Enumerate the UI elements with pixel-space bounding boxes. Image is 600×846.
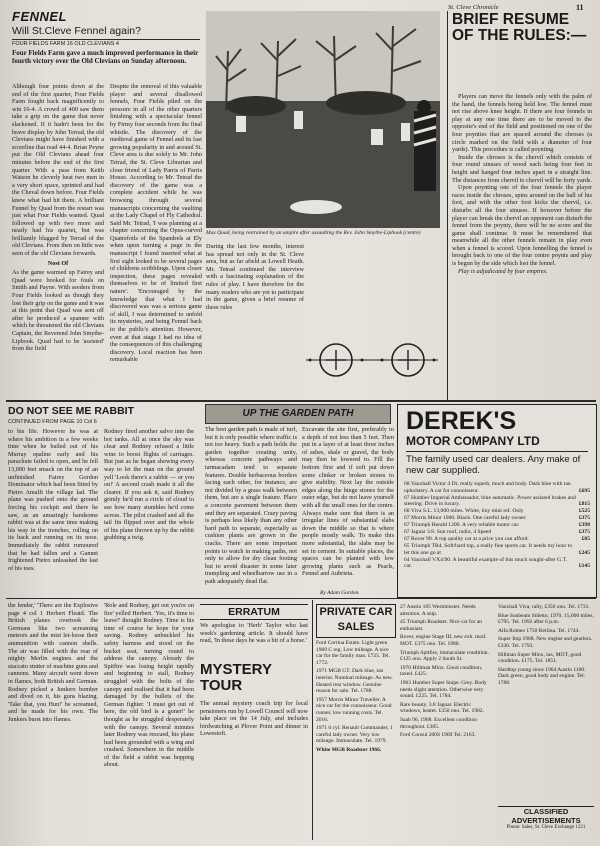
- fennel-subhead: Nost Of: [47, 259, 69, 267]
- fennel-standfirst: Four Fields Farm gave a much improved performance in their fourth victory over the Old Clevians on Sunday afternoon.: [12, 49, 199, 66]
- private-ad: 27 Austin 105 Westminster. Needs attention. A snip.: [400, 604, 476, 617]
- private-ad: 1970 Hillman Minx. Good condition, taxed. £425.: [400, 664, 483, 678]
- dereks-ad-text: 67 Rover 90. A top quality car at a price you can afford.: [404, 536, 529, 542]
- rules-text: [452, 93, 592, 398]
- dereks-advert: [397, 404, 597, 598]
- dereks-ad-row: [404, 495, 590, 508]
- classified-footer: [498, 806, 594, 832]
- private-ad: Ford Cortina Estate. Light green 1969 C reg. Low mileage. A nice car for the family man. £725. Tel. 1772.: [316, 640, 390, 666]
- mystery-title: MYSTERY TOUR: [200, 661, 272, 694]
- rules-paragraph: Play is adjudicated by four empires.: [458, 267, 548, 275]
- private-sales-column-3: [498, 604, 594, 804]
- dereks-ad-text: 67 Humber Imperial Ambassador, blue automatic. Power assisted brakes and steering. Drive in luxury.: [404, 494, 576, 507]
- chroses-diagram-svg: [304, 330, 440, 390]
- dereks-ad-row: [404, 508, 590, 515]
- war-story-column-1: the fender,' 'There are the Explosive page 4 col 1 Herbert Fleatd. The British planes overtook the Germans like two screaming meteors and the mist let-loose their ammunition with cannon shells. The air was filled with the roar of mighty Merlin engines and the staccato stutter of machine guns and cannons. Many aircraft went down in flames, both British and German. Rodney picked a Junkers bomber and dived on it, his guns blazing. 'Take that, you Hun!' he screamed, and he made for his own. The Junkers burst into flames.: [8, 602, 98, 723]
- fennel-headline: Will St.Cleve Fennel again?: [12, 25, 141, 37]
- rabbit-continued: CONTINUED FROM PAGE 10 Col 6: [8, 419, 97, 425]
- dereks-ad-price: £695: [578, 487, 590, 494]
- dereks-ad-text: 67 Triumph Herald 1200. A very reliable motor car.: [404, 522, 520, 528]
- private-sales-column-1: [316, 640, 396, 840]
- private-ad: Blue Sunbeam Stiletto, 1970. 15,000 miles, £795. Tel. 1992 after 6 p.m.: [498, 612, 594, 626]
- private-ad: 1963 Humber Super Snipe. Grey. Body needs slight attention. Otherwise very sound. £225. Tel. 1784.: [400, 679, 487, 700]
- private-ad: Saab 96, 1968. Excellent condition throughout. £385.: [400, 716, 477, 730]
- dereks-ad-price: £245: [578, 549, 590, 556]
- folio-paper-name: St. Cleve Chronicle: [448, 4, 499, 11]
- private-ad: Hillman Super Minx, tax, MOT, good condition. £175. Tel. 1851.: [498, 651, 582, 665]
- private-ad: Triumph Spitfire, immaculate condition. £125 ono. Apply 2 South St.: [400, 649, 489, 663]
- photo-caption: Max Quad, being restrained by an umpire after assaulting the Rev. John Smythe-Lipbook (centre): [206, 230, 421, 236]
- dereks-ad-row: [404, 481, 590, 494]
- dereks-ad-row: [404, 536, 590, 543]
- rules-title: BRIEF RESUME OF THE RULES:—: [452, 11, 587, 44]
- fennel-byline: FOUR FIELDS FARM 16 OLD CLEVIANS 4: [12, 41, 119, 47]
- private-ad: 45 Triumph Roadster. Nice car for an enthusiast.: [400, 619, 483, 632]
- dereks-ad-price: £398: [578, 522, 590, 528]
- match-photo-illustration: [206, 11, 440, 228]
- dereks-ad-text: 65 Triumph TR4. Soft/hard top, a really fine sports car. It needs my hour to let this one go at: [404, 543, 573, 556]
- private-ad: Rover, engine Stage III, new exh. mod. MOT. £375 ono. Tel. 1980.: [400, 634, 487, 647]
- erratum-box: [200, 604, 308, 620]
- dereks-list: [404, 481, 590, 570]
- dereks-ad-price: £815: [578, 501, 590, 507]
- match-photo: [206, 11, 440, 228]
- folio-page-number: 11: [576, 3, 584, 12]
- dereks-ad-price: £145: [578, 563, 590, 569]
- erratum-title: ERRATUM: [228, 606, 280, 618]
- dereks-ad-price: £375: [578, 529, 590, 535]
- dereks-slogan: The family used car dealers. Any make of new car supplied.: [406, 454, 581, 476]
- fennel-column-1-text: Although four points down at the end of the first quarter, Four Fields Farm fought back magnificently to win 16-4. A crowd of 400 saw them take a grip on the game that never slackened. If it hadn't been for the brave display by John Terrad, the old Clevians might have finished with a scoreline that read 44-4. Brian Peyne put the Old Clevians ahead four minutes before the end of the first quarter. With a pass from Keith Watson he cleverly beat two men in a very short space, sprinted and had the Cheval down before. Four Fields knew what had hit them. A brilliant Fennel by Quad from the restart was just what Four Fields wanted. Quad followed up with two more and nearly had his quartet, but was brilliantly blagged by Terrad of the old Clevians. From then on little was seen of the old Clevians forwards.: [12, 83, 104, 258]
- classified-subtitle: Phone: Sales, St. Cleve Exchange 1221: [506, 825, 586, 830]
- private-ad: Ford Consul 200S 1969 Tel. 2163.: [400, 732, 476, 739]
- garden-column-2: Excavate the site first, preferably to a depth of not less than 5 feet. Then put in a layer of at least three inches of ashes, shale or gravel, the body may then be lowered to. Fill the bottom first and if soft put down some clinker or broken stones to give stability. Next lay the outside edges along the hinge stones for the outer edge, but do not leave yourself with all the small ones for the centre. Always make sure that there is an irregular lines of substantial slabs down the middle so that is where people mostly walk. To make this more substantial, the slabs may be set in cement. In suitable places, the spaces can be planted with low growing plants such as Pearls, Fennel and Aubrieta.: [302, 426, 394, 578]
- garden-column-1: The best garden path is made of turf, but it is only possible where traffic is not too heavy. Such a path holds the garden together creating unity, whereas concrete pathways and tarmacadam tend to separate features. Double herbaceous borders facing each other, for instance, are not divided by a grass walk between them, but are a single feature. Place a concrete pavement between them and they are separated. Crazy paving is perhaps less likely than any other hard path to separate, especially as cushion plants are grown in the cracks. There are some important points to watch in making paths, not only to allow for dry clean footing but to avoid disaster in some later trampling and wheelbarrow use in a path adequately dead flat.: [205, 426, 297, 585]
- garden-banner: UP THE GARDEN PATH: [205, 404, 391, 424]
- dereks-company: MOTOR COMPANY LTD: [406, 434, 540, 448]
- dereks-ad-text: 67 Morris Minor 1000. Black. One careful lady owner.: [404, 515, 527, 521]
- rules-paragraph: Inside the chroses is the chervil which consists of four round sinuses of wood each being four feet in height and hanged four inches apart in a straight line. The distances from chervil to chervil will be forty yards.: [452, 153, 592, 184]
- section-kicker: FENNEL: [12, 9, 67, 24]
- rules-paragraph: Players can move the fennels only with the palm of the hand, the fennels being held low. The fennel must not rise above knee height. If there are four fennels in play at any one time there are to be moved to the opposite's end of the field and positioned on one of the four poynties that are spaced around the chroses (a circle marked on the field with a diameter of four yards). This procedure is called poynting.: [452, 93, 592, 154]
- rabbit-column-1: to his life. However he was at where his ambition in a few weeks time when he bailed out of his Murray opaline early and his parachute failed to open, and he fell 13,000 feet smack on the top of an unfinished Fairey Gordon Dominator which had been fitted by Pietro Amalfi the village lad. The plane was pushed onto the ground forcing his cockpit and there he saw, as an amazingly handsome rabbit was at the same time making his way in the trenches, rolling on its back and running on its nose. Immediately the rabbit rumoured that he had fallen and a Gannet frightened Pietro unleashed the last of his toes.: [8, 428, 98, 572]
- rabbit-headline: DO NOT SEE ME RABBIT: [8, 405, 135, 417]
- private-ad: Super Imp 1968. New engine and gearbox. £330. Tel. 1793.: [498, 636, 593, 649]
- private-ad: White MGB Roadster 1966.: [316, 746, 382, 753]
- rules-paragraph: Upon poynting one of the four fennels the player races inside the chroses, spins around on the ball of his foot, and with the other foot kicks the chervil, i.e. disturbs all the four sinuses. If however before the player can break the chervil an opponent can disturb the fennel from the poynty, there will be no score and the game shall continue. It must be remembered that meanwhile all the other fennels remain in play even when a fennel is scored. Upon fennelling the fennel is brought back to one of the four centre poynts and play is begun by the side which lost the fennel.: [452, 184, 592, 268]
- dereks-ad-text: 67 Jaguar 3.8. Sun roof, radio, 4 Speed: [404, 529, 492, 535]
- chervil-diagram: [304, 330, 444, 390]
- dereks-ad-row: [404, 543, 590, 556]
- dereks-ad-text: 68 Vauxhall Victor 4 Dr, really superb, much and body. Dark blue with tan upholstery. A car for connoisseur.: [404, 481, 571, 494]
- dereks-ad-row: [404, 522, 590, 529]
- dereks-ad-price: £525: [578, 508, 590, 514]
- private-ad: 1971 MGB GT. Dark blue, tan interior. Nominal mileage. As new. Heated rear window. Genuine reason for sale. Tel. 1788.: [316, 668, 393, 695]
- dereks-ad-text: 68 Viva S.L. 13,000 miles. White, tiny mint ref. Only: [404, 508, 524, 514]
- dereks-ad-row: [404, 529, 590, 536]
- war-story-column-2: 'Role and Rodney, get out you're on fire' yelled Herbert. 'Yes, it's time to leave!' thought Rodney. Time is his time of course he hope for your saving. Rodney unbuckled his safety harness and stood on the bucket seat, turning round to address the canopy. Already the Spitfire was losing height rapidly and beginning to stall, Rodney struggled with the bolts of the canopy and realised that it had been damaged by the bullets of the German fighter. 'I must get out of here, the old bird is a goner!' he thought as he struggled desperately with the canopy. Several minutes later Rodney was rescued, his plane had been grounded with a wing and crashed. Somewhere in the middle of the field a rabbit was hopping about.: [104, 602, 194, 769]
- private-ad: Hardtop young since 1964 Austin 1100. Dark green, good body and engine. Tel. 1788.: [498, 666, 586, 686]
- private-ad: Alfa Romeo 1750 Berlina. Tel. 1744.: [498, 627, 580, 634]
- fennel-column-1: [12, 83, 104, 353]
- fennel-column-3: During the last few months, interest has spread not only in the St. Cleve area, but as far afield as Lowell Heath. Mr. Tetrad continued the interview with a fascinating explanation of the rules of play. I have therefore for the many readers who are yet to participate in the game, given a brief resume of these rules: [206, 243, 304, 311]
- private-ad: Rare beauty. 3.8 Jaguar. Electric windows, heater. £350 ono. Tel. 1902.: [400, 701, 484, 715]
- private-sales-title: PRIVATE CAR SALES: [316, 604, 396, 638]
- private-ad: 1971 6 cyl. Renault Commander, 1 careful lady owner. Very low mileage. Immaculate. Tel. 1979.: [316, 725, 393, 745]
- fennel-column-1b-text: As the game warmed up Fairey and Quad were booked for fouls on Smith and Payne. With seeders from Four Fields looked as though they lost their grip on the game and it was at this point that Quad was sent off after he produced a spanner with which he threatened the old Clevians Captain, the Reverend John Smythe-Lipbook. Quad had to be 'assisted' from the field: [12, 269, 104, 353]
- rabbit-column-2: Rodney fired another salvo into the hot tanks. All at once the sky was clear and Rodney refused a little wine to boost flights of carriages. But just as he began showing every way to let the man on the ground yell 'Look there's a rabbit — or you on!' A second crash made it all the clearer. If you ask it, said Rodney grimly he'd run a circle of cloud to see how many stumbles he'd come across. The pilot crashed and all the tail fin flipped over and the whole of his plane thrown up by the rabbit grabbing a twig.: [104, 428, 194, 542]
- dereks-title: DEREK'S: [406, 407, 517, 435]
- mystery-body: The annual mystery coach trip for local pensioners run by Lowell Council will now take place on the 14 July, and includes birdwatching at Plover Point and dinner in Lowestoft.: [200, 700, 308, 738]
- erratum-body: We apologise to 'Herb' Taylor who last week's gardening article. It should have read, 'In these days he was a bit of a horse.': [200, 622, 308, 645]
- classified-title: CLASSIFIED ADVERTISEMENTS: [511, 807, 581, 825]
- dereks-ad-price: £375: [578, 515, 590, 521]
- private-sales-column-2: [400, 604, 492, 840]
- dereks-ad-row: [404, 515, 590, 522]
- private-ad: Vauxhall Viva, rally, £350 ono. Tel. 1731.: [498, 604, 590, 610]
- dereks-ad-row: [404, 557, 590, 570]
- dereks-ad-text: 64 Vauxhall VX4/90. A beautiful example of this much sought-after G.T. car.: [404, 556, 567, 569]
- private-ad: 1957 Morris Minor Traveller. A nice car for the connoisseur. Good runner, low running costs. Tel. 2016.: [316, 696, 392, 723]
- garden-byline: By Adam Gordon.: [320, 590, 360, 596]
- dereks-ad-price: £85: [581, 536, 590, 542]
- fennel-column-2: Despite the removal of this valuable player and several disallowed fennels, Four Fields piled on the pressure in all of the other quarters finishing with a spectacular fennel by Firmy four seconds from the final whistle. The discovery of the medieval game of Fennel and its fast growing popularity in and around St. Cleve area is due solely to Mr. John Tetrad, the St. Cleve Librarian and close friend of Lady Parris of Parris House. According to Mr. Tetrad the discovery of the game was a complete accident while he was browsing through several manuscripts concerning the vaulting at the Lady Chapel of Fly Cathedral. Said Mr. Tetrad, 'I was planning at a chapter concerning the Opus-curved Quatrefoils of the Spandrels at Ely when upon turning a page in the manuscript I found inserted what at first sight looked to be several pages of childrens scribblings. Upon closer inspection, these pages revealed themselves to be of limited first nature'. 'Encouraged by the knowledge that what I had discovered was was a serious game of skill, I was determined to unfold its mysteries, and being Fennel back to the public's attention. However, even at that stage I had no idea of the consequences of this challenging discovery. Local reaction has been remarkable: [110, 83, 202, 364]
